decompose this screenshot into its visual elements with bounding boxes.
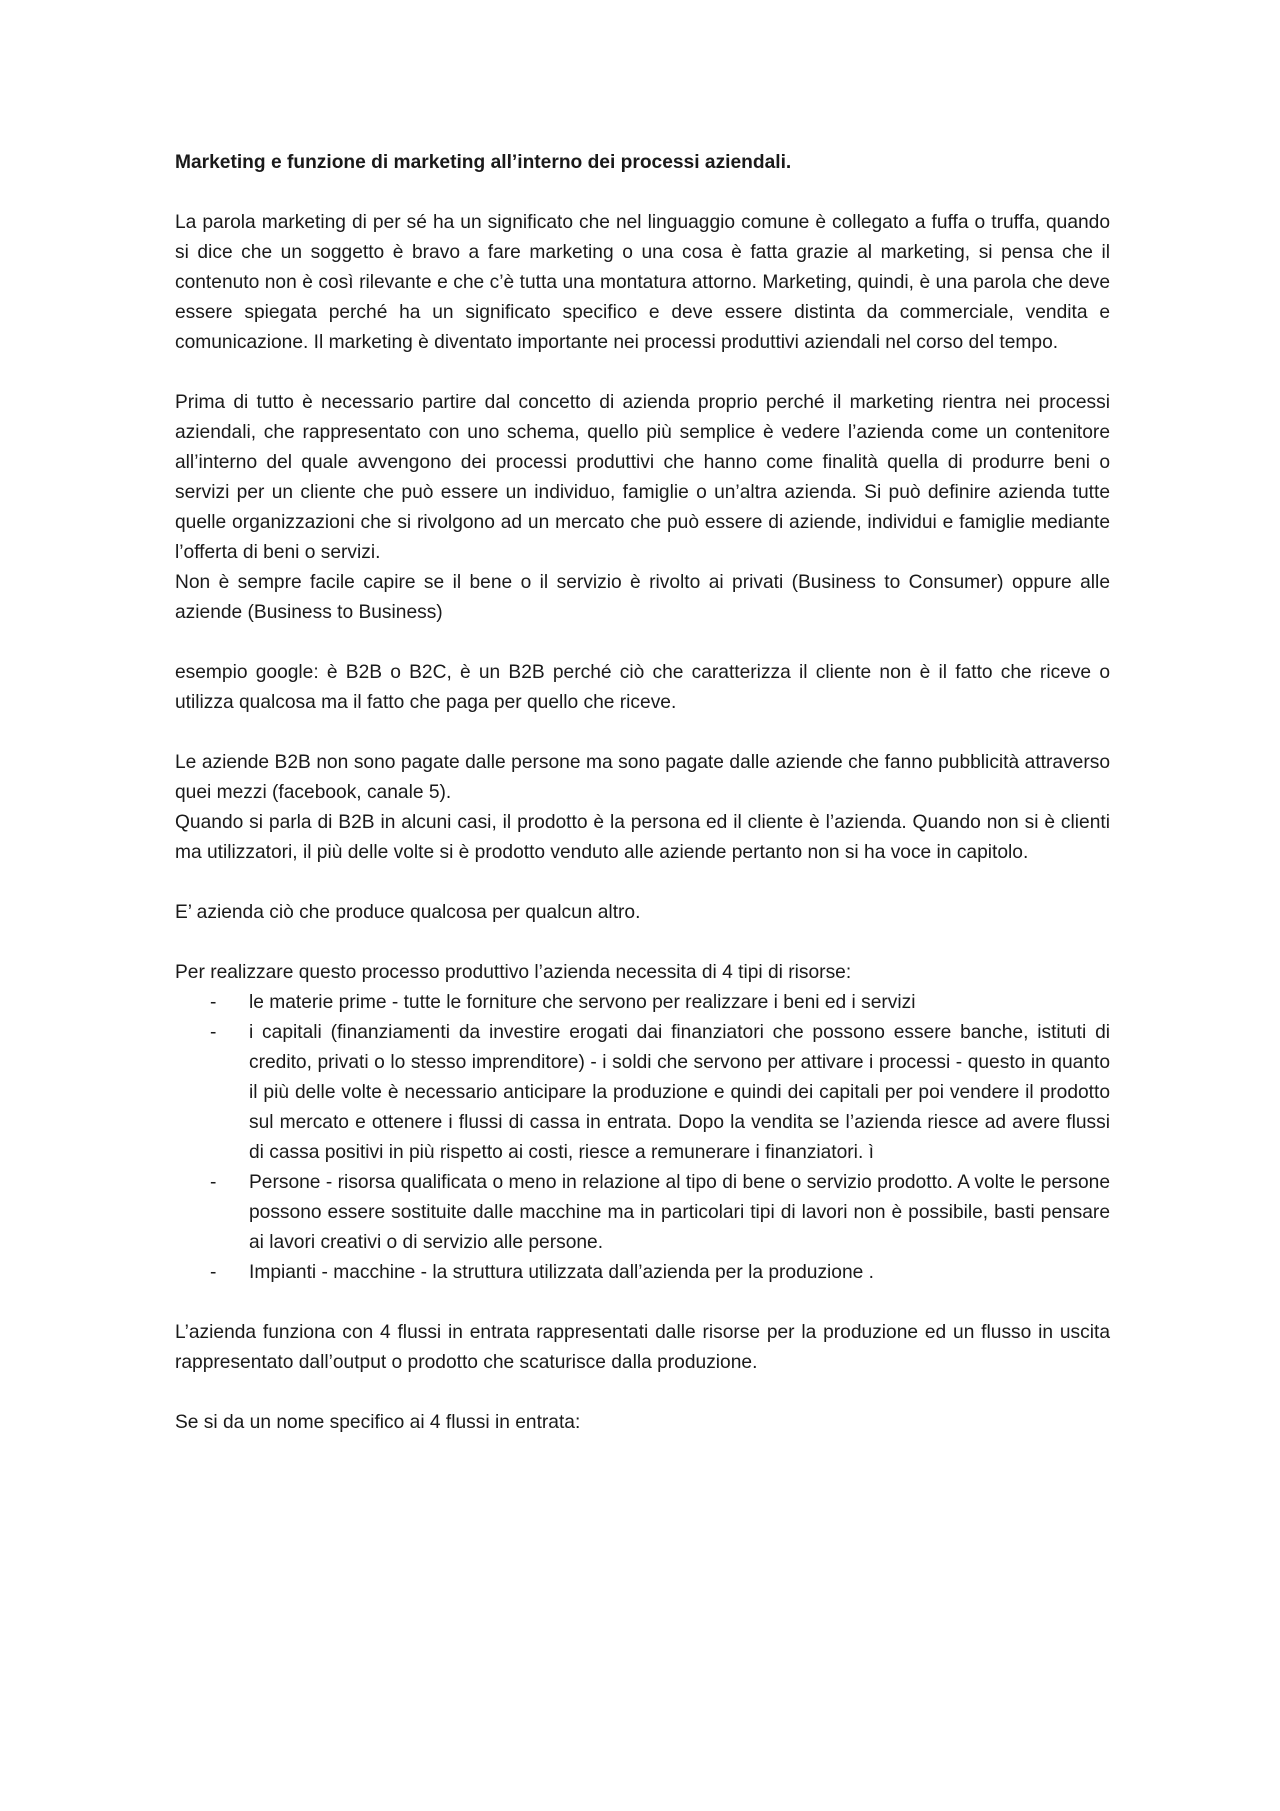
paragraph-marketing-meaning: La parola marketing di per sé ha un significato che nel linguaggio comune è collegato a fuffa o truffa, quando si dice che un soggetto è bravo a fare marketing o una cosa è fatta grazie al marketing, si pensa che il contenuto non è così rilevante e che c’è tutta una montatura attorno. Marketing, quindi, è una parola che deve essere spiegata perché ha un significato specifico e deve essere distinta da commerciale, vendita e comunicazione. Il marketing è diventato importante nei processi produttivi aziendali nel corso del tempo. <box>175 212 1110 353</box>
list-item-materie-prime: - le materie prime - tutte le forniture che servono per realizzare i beni ed i servizi <box>175 988 1110 1018</box>
paragraph-google-example: esempio google: è B2B o B2C, è un B2B perché ciò che caratterizza il cliente non è il fatto che riceve o utilizza qualcosa ma il fatto che paga per quello che riceve. <box>175 662 1110 713</box>
list-item-impianti: - Impianti - macchine - la struttura utilizzata dall’azienda per la produzione . <box>175 1258 1110 1288</box>
paragraph-b2b-product: Quando si parla di B2B in alcuni casi, il prodotto è la persona ed il cliente è l’azienda. Quando non si è clienti ma utilizzatori, il più delle volte si è prodotto venduto alle aziende pertanto non si ha voce in capitolo. <box>175 812 1110 863</box>
paragraph-gap <box>175 1378 1110 1408</box>
paragraph-flows-names: Se si da un nome specifico ai 4 flussi in entrata: <box>175 1412 581 1433</box>
paragraph-b2c-b2b: Non è sempre facile capire se il bene o il servizio è rivolto ai privati (Business to Consumer) oppure alle aziende (Business to Business) <box>175 572 1110 623</box>
paragraph-azienda-definition: E’ azienda ciò che produce qualcosa per qualcun altro. <box>175 902 641 923</box>
paragraph-gap <box>175 868 1110 898</box>
paragraph-resources-intro: Per realizzare questo processo produttivo l’azienda necessita di 4 tipi di risorse: <box>175 962 852 983</box>
paragraph-gap <box>175 628 1110 658</box>
list-item-persone: - Persone - risorsa qualificata o meno in relazione al tipo di bene o servizio prodotto. A volte le persone possono essere sostituite dalle macchine ma in particolari tipi di lavori non è possibile, basti pensare ai lavori creativi o di servizio alle persone. <box>175 1168 1110 1258</box>
document-title: Marketing e funzione di marketing all’interno dei processi aziendali. <box>175 152 792 173</box>
paragraph-gap <box>175 928 1110 958</box>
paragraph-azienda-concept: Prima di tutto è necessario partire dal concetto di azienda proprio perché il marketing rientra nei processi aziendali, che rappresentato con uno schema, quello più semplice è vedere l’azienda come un contenitore all’interno del quale avvengono dei processi produttivi che hanno come finalità quella di produrre beni o servizi per un cliente che può essere un individuo, famiglie o un’altra azienda. Si può definire azienda tutte quelle organizzazioni che si rivolgono ad un mercato che può essere di aziende, individui e famiglie mediante l’offerta di beni o servizi. <box>175 392 1110 563</box>
paragraph-gap <box>175 358 1110 388</box>
document-page <box>175 148 1110 1438</box>
paragraph-b2b-payment: Le aziende B2B non sono pagate dalle persone ma sono pagate dalle aziende che fanno pubblicità attraverso quei mezzi (facebook, canale 5). <box>175 752 1110 803</box>
paragraph-gap <box>175 718 1110 748</box>
paragraph-gap <box>175 1288 1110 1318</box>
paragraph-flows: L’azienda funziona con 4 flussi in entrata rappresentati dalle risorse per la produzione ed un flusso in uscita rappresentato dall’output o prodotto che scaturisce dalla produzione. <box>175 1322 1110 1373</box>
resources-list <box>175 988 1110 1288</box>
list-item-capitali: - i capitali (finanziamenti da investire erogati dai finanziatori che possono essere banche, istituti di credito, privati o lo stesso imprenditore) - i soldi che servono per attivare i processi - questo in quanto il più delle volte è necessario anticipare la produzione e quindi dei capitali per poi vendere il prodotto sul mercato e ottenere i flussi di cassa in entrata. Dopo la vendita se l’azienda riesce ad avere flussi di cassa positivi in più rispetto ai costi, riesce a remunerare i finanziatori. ì <box>175 1018 1110 1168</box>
